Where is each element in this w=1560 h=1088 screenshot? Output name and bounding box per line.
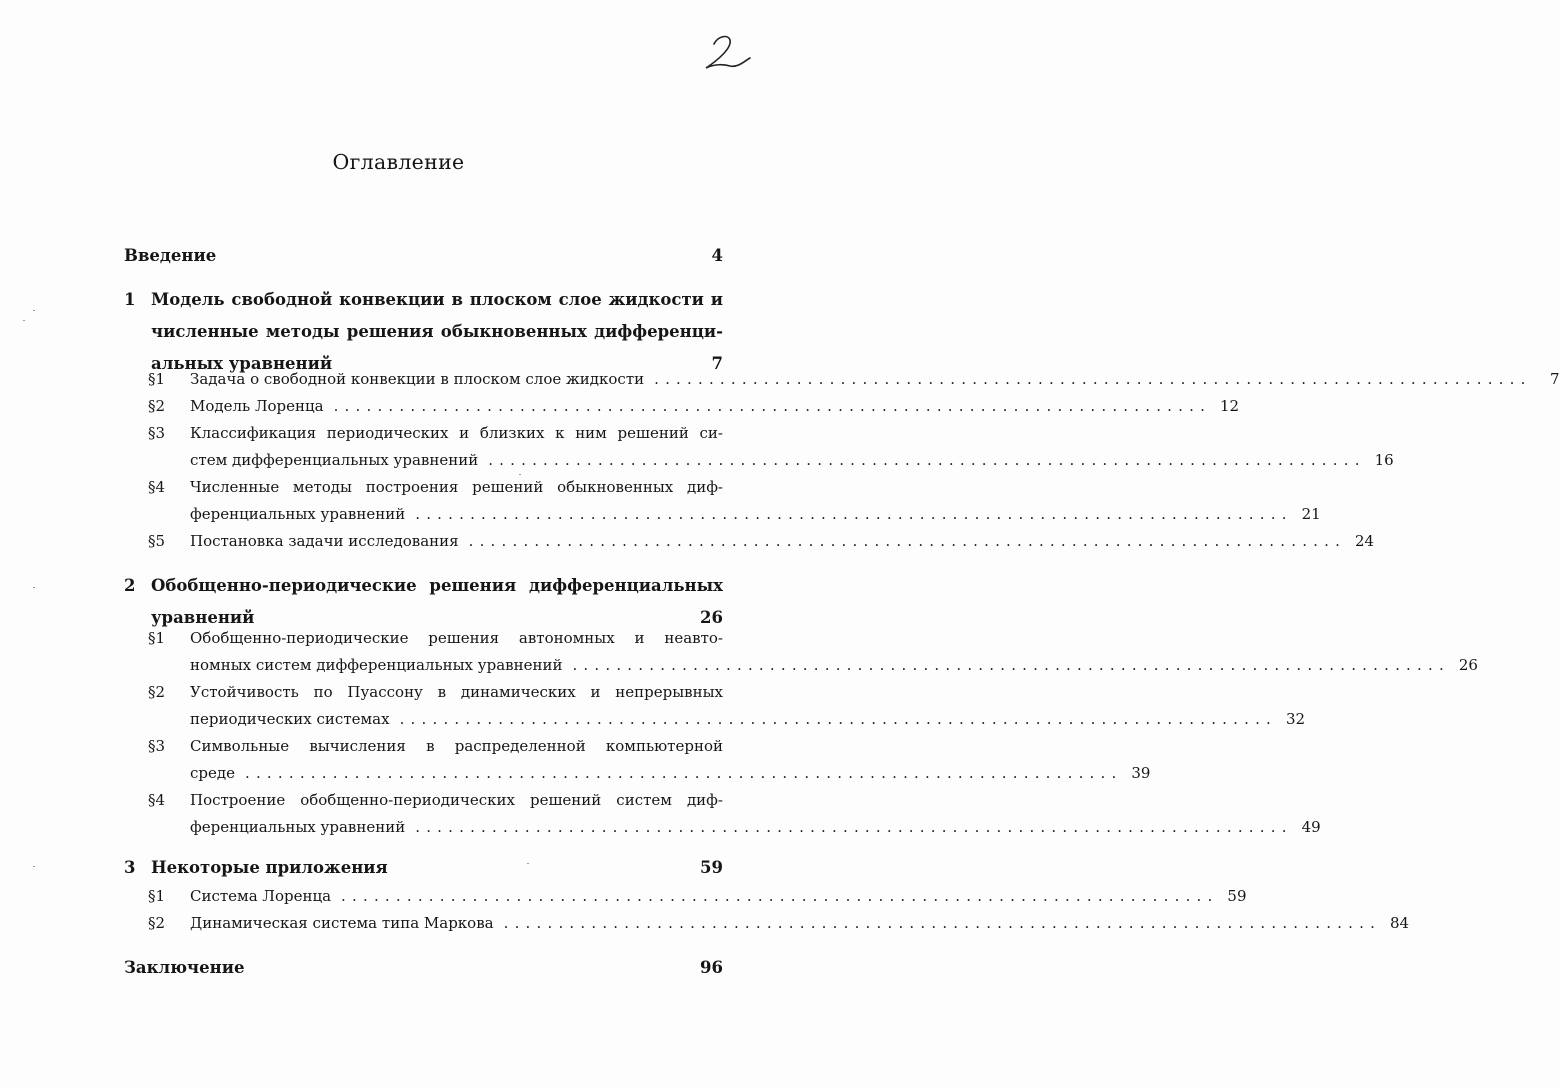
chapter-page: 59 [700, 858, 723, 877]
section-number: §2 [148, 397, 166, 415]
section-title-line: Постановка задачи исследования [190, 532, 459, 550]
section-title-line: стем дифференциальных уравнений [190, 451, 479, 469]
section-page: 16 [1374, 451, 1394, 469]
chapter-page: 26 [700, 608, 723, 627]
chapter-page: 7 [711, 354, 723, 373]
scan-speck [519, 474, 521, 475]
chapter-title-line: Модель свободной конвекции в плоском слое жидкости и [151, 290, 723, 309]
section-title-line: Численные методы построения решений обыкновенных диф- [190, 478, 723, 496]
section-title-last-line [190, 818, 1321, 836]
page-title: Оглавление [332, 150, 465, 174]
scan-speck [23, 320, 25, 321]
section-number: §5 [148, 532, 166, 550]
section-title-last-line [190, 764, 1151, 782]
section-number: §3 [148, 737, 166, 755]
section-title-last-line [190, 451, 1394, 469]
section-title-line: номных систем дифференциальных уравнений [190, 656, 563, 674]
scan-speck [527, 863, 529, 864]
handwritten-page-number [700, 30, 752, 74]
section-number: §2 [148, 914, 166, 932]
section-title-line: Динамическая система типа Маркова [190, 914, 494, 932]
chapter-title-line: Некоторые приложения [151, 858, 388, 877]
section-title-line: периодических системах [190, 710, 390, 728]
section-number: §4 [148, 791, 166, 809]
scan-speck [33, 866, 35, 867]
chapter-number: 2 [124, 576, 136, 595]
conclusion-page: 96 [700, 958, 723, 977]
chapter-title-line: численные методы решения обыкновенных дифференци- [151, 322, 723, 341]
chapter-title-line: уравнений [151, 608, 255, 627]
section-title-last-line [190, 397, 1240, 415]
section-title-last-line [190, 710, 1306, 728]
section-title-last-line [190, 505, 1321, 523]
chapter-title-line: альных уравнений [151, 354, 333, 373]
dot-leader: ................................................................................ [415, 505, 1293, 523]
section-page: 59 [1227, 887, 1247, 905]
scan-speck [33, 310, 35, 311]
introduction-entry [124, 246, 723, 270]
section-page: 21 [1301, 505, 1321, 523]
section-page: 24 [1354, 532, 1375, 550]
section-number: §1 [148, 887, 166, 905]
dot-leader: ................................................................................ [488, 451, 1366, 469]
dot-leader: ................................................................................ [503, 914, 1382, 932]
section-title-last-line [190, 887, 1247, 905]
section-title-line: Модель Лоренца [190, 397, 324, 415]
scan-speck [33, 587, 35, 588]
section-page: 32 [1285, 710, 1306, 728]
dot-leader: ................................................................................ [333, 397, 1212, 415]
chapter-title-last-line [151, 608, 723, 627]
introduction-page: 4 [711, 246, 723, 265]
section-page: 49 [1301, 818, 1321, 836]
section-title-line: Устойчивость по Пуассону в динамических и непрерывных [190, 683, 723, 701]
section-title-line: Символьные вычисления в распределенной компьютерной [190, 737, 723, 755]
dot-leader: ................................................................................ [572, 656, 1450, 674]
section-number: §2 [148, 683, 166, 701]
section-page: 7 [1550, 370, 1560, 388]
chapter-number: 1 [124, 290, 136, 309]
section-title-line: Обобщенно-периодические решения автономных и неавто- [190, 629, 723, 647]
section-title-line: среде [190, 764, 235, 782]
section-title-last-line [190, 370, 1560, 388]
section-title-line: ференциальных уравнений [190, 505, 406, 523]
introduction-label: Введение [124, 246, 217, 265]
dot-leader: ................................................................................ [245, 764, 1123, 782]
section-title-last-line [190, 656, 1478, 674]
dot-leader: ................................................................................ [399, 710, 1278, 728]
section-title-line: Задача о свободной конвекции в плоском слое жидкости [190, 370, 645, 388]
conclusion-label: Заключение [124, 958, 245, 977]
chapter-number: 3 [124, 858, 136, 877]
chapter-title-line: Обобщенно-периодические решения дифференциальных [151, 576, 723, 595]
section-page: 26 [1458, 656, 1478, 674]
dot-leader: ................................................................................ [468, 532, 1347, 550]
chapter-title-last-line [151, 858, 723, 877]
section-page: 12 [1219, 397, 1240, 415]
section-title-line: Система Лоренца [190, 887, 332, 905]
section-page: 84 [1389, 914, 1410, 932]
handwritten-mark-icon [700, 30, 752, 74]
dot-leader: ................................................................................ [415, 818, 1293, 836]
section-title-line: ференциальных уравнений [190, 818, 406, 836]
section-title-line: Классификация периодических и близких к ним решений си- [190, 424, 723, 442]
dot-leader: ................................................................................ [341, 887, 1219, 905]
conclusion-entry [124, 958, 723, 982]
dot-leader: ................................................................................ [654, 370, 1532, 388]
section-title-last-line [190, 532, 1375, 550]
section-number: §3 [148, 424, 166, 442]
section-number: §1 [148, 629, 166, 647]
section-page: 39 [1131, 764, 1151, 782]
section-number: §1 [148, 370, 166, 388]
section-number: §4 [148, 478, 166, 496]
section-title-last-line [190, 914, 1410, 932]
section-title-line: Построение обобщенно-периодических решений систем диф- [190, 791, 723, 809]
